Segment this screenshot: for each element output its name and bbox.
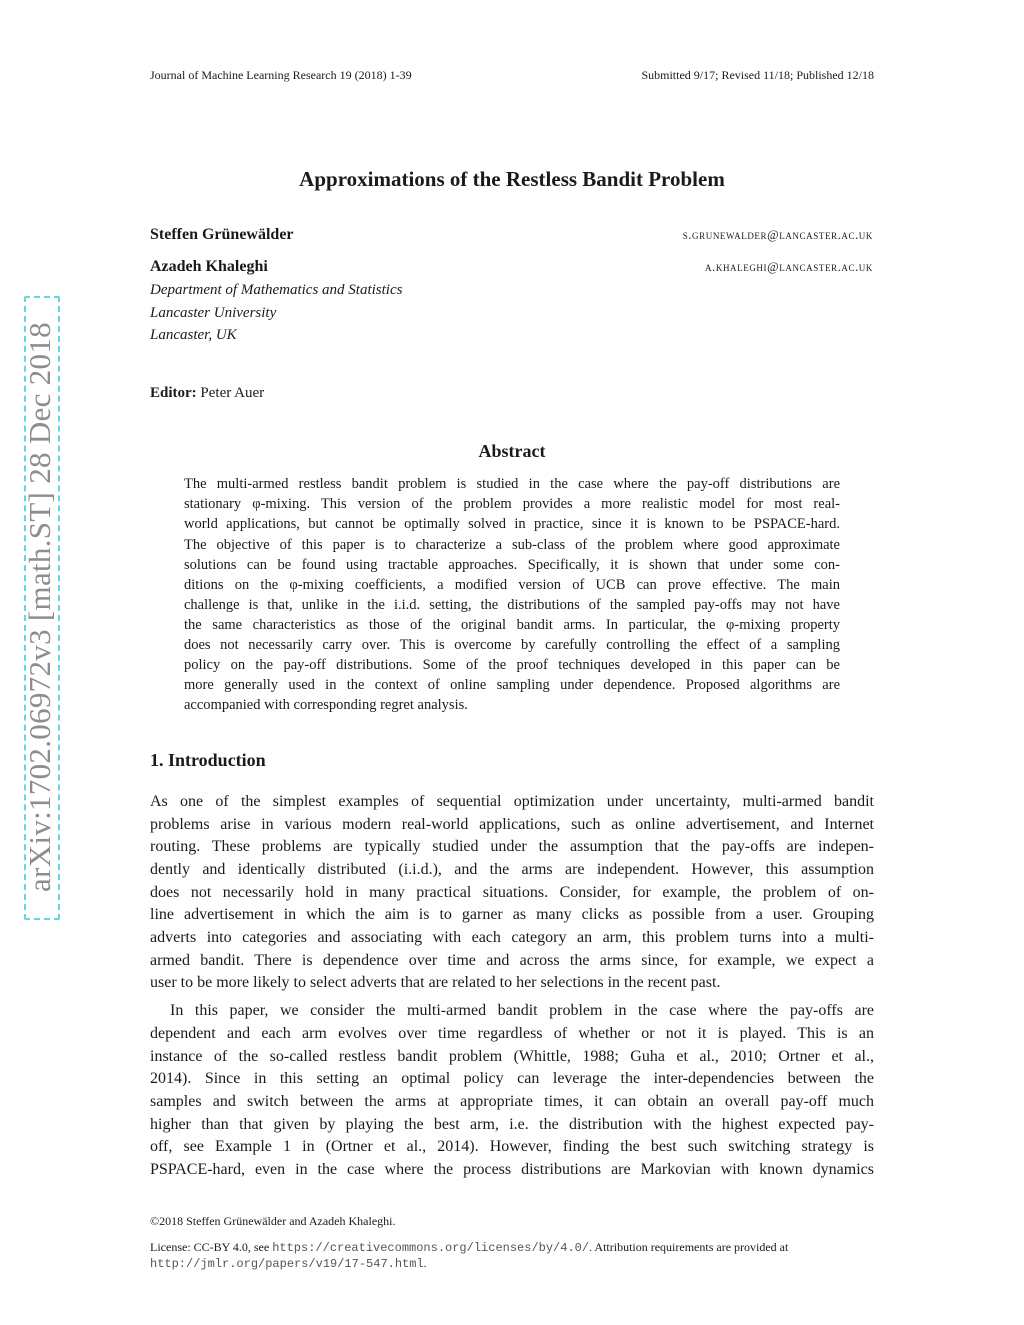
abstract-line: stationary φ-mixing. This version of the problem provides a more realistic model for most real-	[184, 496, 840, 512]
body-line: adverts into categories and associating with each category an arm, this problem turns into a multi-	[150, 929, 874, 946]
abstract-line: policy on the pay-off distributions. Some of the proof techniques developed in this paper can be	[184, 657, 840, 673]
abstract-line: world applications, but cannot be optimally solved in practice, since it is known to be PSPACE-hard.	[184, 516, 840, 532]
author-email[interactable]: s.grunewalder@lancaster.ac.uk	[682, 228, 873, 242]
author-name: Azadeh Khaleghi	[150, 258, 268, 275]
body-line: line advertisement in which the aim is to garner as many clicks as possible from a user. Grouping	[150, 906, 874, 923]
body-line: As one of the simplest examples of sequential optimization under uncertainty, multi-armed bandit	[150, 793, 874, 810]
jmlr-line	[150, 1256, 427, 1271]
body-line: dently and identically distributed (i.i.d.), and the arms are independent. However, this assumption	[150, 861, 874, 878]
affiliation-location: Lancaster, UK	[150, 327, 237, 343]
body-line: instance of the so-called restless bandit problem (Whittle, 1988; Guha et al., 2010; Ortner et al.,	[150, 1048, 874, 1065]
arxiv-stamp-text: arXiv:1702.06972v3 [math.ST] 28 Dec 2018	[22, 322, 57, 892]
body-line: user to be more likely to select adverts that are related to her selections in the recent past.	[150, 974, 721, 991]
abstract-line: ditions on the φ-mixing coefficients, a modified version of UCB can prove effective. The main	[184, 577, 840, 593]
submission-dates: Submitted 9/17; Revised 11/18; Published 12/18	[641, 68, 874, 82]
body-line: armed bandit. There is dependence over time and across the arms since, for example, we expect a	[150, 952, 874, 969]
abstract-line: the same characteristics as those of the original bandit arms. In particular, the φ-mixing property	[184, 617, 840, 633]
abstract-line: The objective of this paper is to characterize a sub-class of the problem where good approximate	[184, 537, 840, 553]
abstract-line: more generally used in the context of online sampling under dependence. Proposed algorithms are	[184, 677, 840, 693]
abstract-line: challenge is that, unlike in the i.i.d. setting, the distributions of the sampled pay-offs may not have	[184, 597, 840, 613]
body-line: dependent and each arm evolves over time regardless of whether or not it is played. This is an	[150, 1025, 874, 1042]
editor-label: Editor:	[150, 385, 197, 401]
body-line: off, see Example 1 in (Ortner et al., 2014). However, finding the best such switching strategy is	[150, 1138, 874, 1155]
abstract-line: solutions can be found using tractable approaches. Specifically, it is shown that under some con-	[184, 557, 840, 573]
editor-name: Peter Auer	[200, 385, 265, 401]
journal-header: Journal of Machine Learning Research 19 (2018) 1-39	[150, 68, 412, 82]
arxiv-stamp	[0, 0, 57, 1325]
abstract-heading: Abstract	[478, 441, 546, 461]
affiliation-department: Department of Mathematics and Statistics	[150, 282, 403, 298]
body-line: In this paper, we consider the multi-armed bandit problem in the case where the pay-offs are	[170, 1002, 874, 1019]
license-line	[150, 1240, 788, 1255]
author-name: Steffen Grünewälder	[150, 226, 294, 243]
paper-title: Approximations of the Restless Bandit Problem	[299, 167, 725, 191]
editor-line	[150, 385, 264, 402]
license-prefix: License: CC-BY 4.0, see	[150, 1240, 273, 1254]
body-line: problems arise in various modern real-world applications, such as online advertisement, and Internet	[150, 816, 874, 833]
body-line: 2014). Since in this setting an optimal policy can leverage the inter-dependencies between the	[150, 1070, 874, 1087]
jmlr-suffix: .	[423, 1256, 427, 1270]
body-line: samples and switch between the arms at appropriate times, it can obtain an overall pay-off much	[150, 1093, 874, 1110]
abstract-line: accompanied with corresponding regret analysis.	[184, 697, 468, 713]
license-link[interactable]: https://creativecommons.org/licenses/by/4.0/	[272, 1241, 590, 1255]
license-suffix: . Attribution requirements are provided at	[589, 1240, 789, 1254]
author-email[interactable]: a.khaleghi@lancaster.ac.uk	[705, 260, 873, 274]
body-line: PSPACE-hard, even in the case where the process distributions are Markovian with known dynamics	[150, 1161, 874, 1178]
abstract-line: does not necessarily carry over. This is overcome by carefully controlling the effect of a sampling	[184, 637, 840, 653]
copyright-notice: ©2018 Steffen Grünewälder and Azadeh Khaleghi.	[150, 1214, 396, 1228]
body-line: higher than that given by playing the best arm, i.e. the distribution with the highest expected pay-	[150, 1116, 874, 1133]
abstract-line: The multi-armed restless bandit problem is studied in the case where the pay-off distributions are	[184, 476, 840, 492]
jmlr-link[interactable]: http://jmlr.org/papers/v19/17-547.html	[150, 1257, 424, 1271]
body-line: routing. These problems are typically studied under the assumption that the pay-offs are indepen-	[150, 838, 874, 855]
section-heading: 1. Introduction	[150, 750, 266, 770]
body-line: does not necessarily hold in many practical situations. Consider, for example, the problem of on-	[150, 884, 874, 901]
affiliation-university: Lancaster University	[150, 305, 277, 321]
